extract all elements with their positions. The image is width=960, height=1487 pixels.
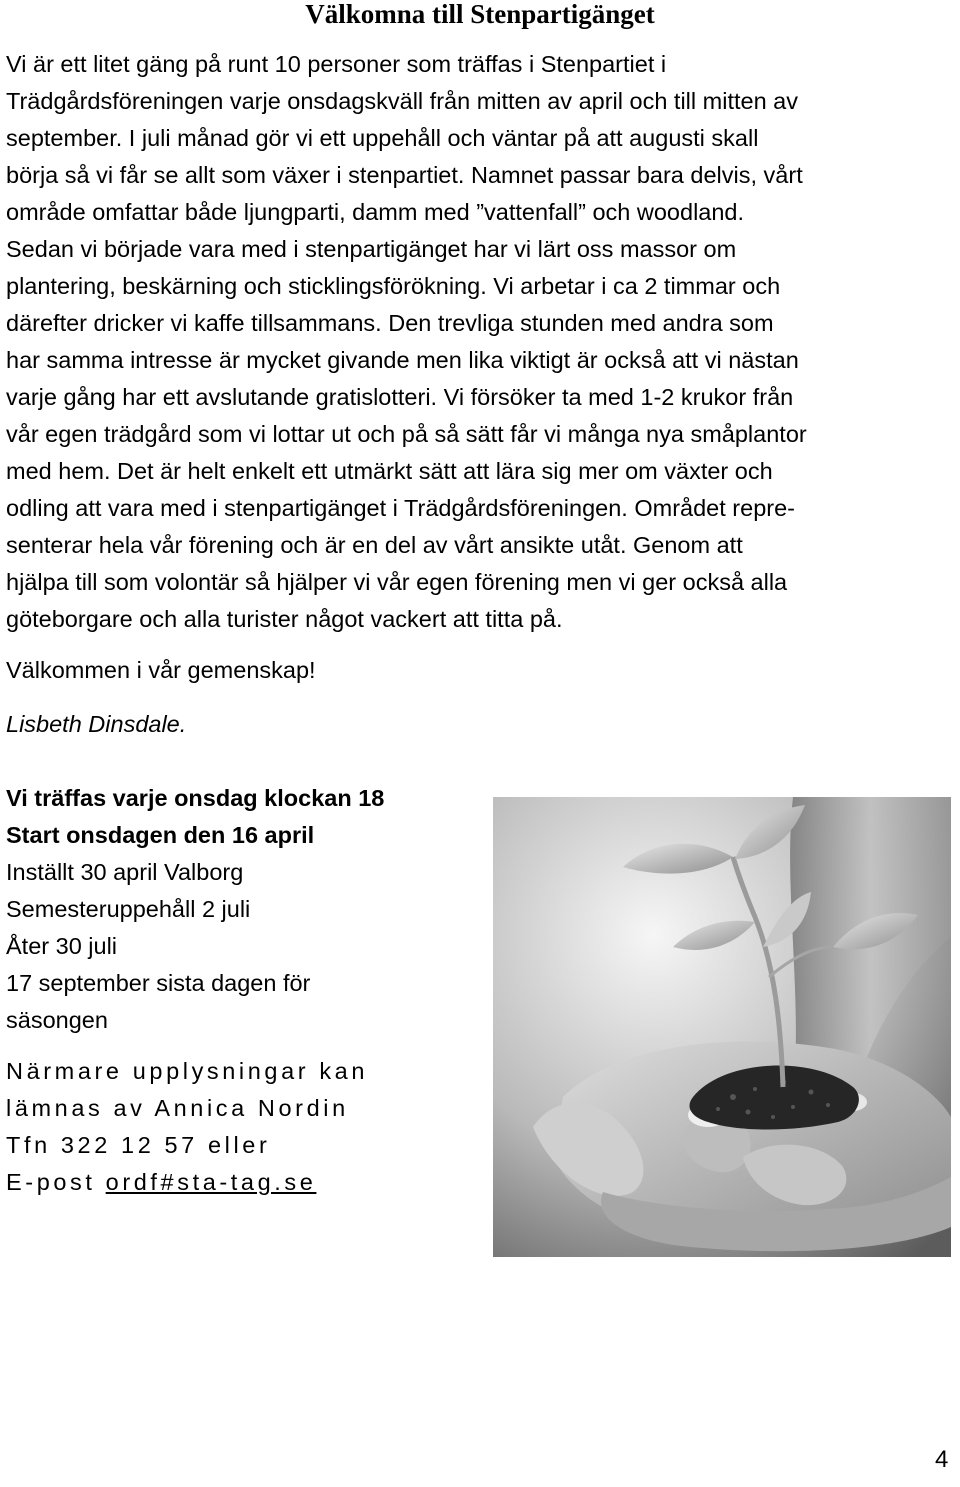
email-link[interactable]: ordf#sta-tag.se [105, 1169, 317, 1195]
seedling-in-hands-photo [493, 797, 951, 1257]
paragraph-line: odling att vara med i stenpartigänget i Trädgårdsföreningen. Området repre- [6, 495, 795, 521]
contact-email-line [6, 1164, 476, 1201]
paragraph-line: Vi är ett litet gäng på runt 10 personer som träffas i Stenpartiet i [6, 51, 667, 77]
paragraph-line: varje gång har ett avslutande gratislotteri. Vi försöker ta med 1-2 krukor från [6, 384, 794, 410]
contact-line: lämnas av Annica Nordin [6, 1095, 349, 1121]
paragraph-line: område omfattar både ljungparti, damm med ”vattenfall” och woodland. [6, 199, 745, 225]
summer-break: Semesteruppehåll 2 juli [6, 896, 251, 922]
paragraph-line: plantering, beskärning och sticklingsförökning. Vi arbetar i ca 2 timmar och [6, 273, 781, 299]
paragraph-line: Trädgårdsföreningen varje onsdagskväll från mitten av april och till mitten av [6, 88, 798, 114]
paragraph-line: börja så vi får se allt som växer i stenpartiet. Namnet passar bara delvis, vårt [6, 162, 803, 188]
paragraph-line: september. I juli månad gör vi ett uppehåll och väntar på att augusti skall [6, 125, 759, 151]
contact-block [6, 1053, 476, 1201]
paragraph-line: därefter dricker vi kaffe tillsammans. Den trevliga stunden med andra som [6, 310, 774, 336]
paragraph-line: med hem. Det är helt enkelt ett utmärkt sätt att lära sig mer om växter och [6, 458, 773, 484]
intro-paragraph [6, 46, 956, 638]
welcome-text: Välkommen i vår gemenskap! [6, 657, 316, 683]
start-date: Start onsdagen den 16 april [6, 822, 315, 848]
email-label: E-post [6, 1169, 106, 1195]
last-day: 17 september sista dagen för [6, 970, 311, 996]
paragraph-line: vår egen trädgård som vi lottar ut och på så sätt får vi många nya småplantor [6, 421, 807, 447]
paragraph-line: senterar hela vår förening och är en del av vårt ansikte utåt. Genom att [6, 532, 743, 558]
signature: Lisbeth Dinsdale. [6, 711, 187, 737]
paragraph-line: göteborgare och alla turister något vackert att titta på. [6, 606, 563, 632]
paragraph-line: hjälpa till som volontär så hjälper vi vår egen förening men vi ger också alla [6, 569, 788, 595]
meeting-time: Vi träffas varje onsdag klockan 18 [6, 785, 385, 811]
page-title: Välkomna till Stenpartigänget [305, 0, 655, 29]
page-number: 4 [935, 1446, 949, 1473]
cancelled-date: Inställt 30 april Valborg [6, 859, 244, 885]
schedule-block [6, 780, 476, 1039]
contact-phone: Tfn 322 12 57 eller [6, 1132, 271, 1158]
seedling-in-hands-icon [493, 797, 951, 1257]
last-day-continued: säsongen [6, 1007, 108, 1033]
paragraph-line: Sedan vi började vara med i stenpartigänget har vi lärt oss massor om [6, 236, 737, 262]
resume-date: Åter 30 juli [6, 933, 118, 959]
contact-line: Närmare upplysningar kan [6, 1058, 369, 1084]
paragraph-line: har samma intresse är mycket givande men lika viktigt är också att vi nästan [6, 347, 799, 373]
